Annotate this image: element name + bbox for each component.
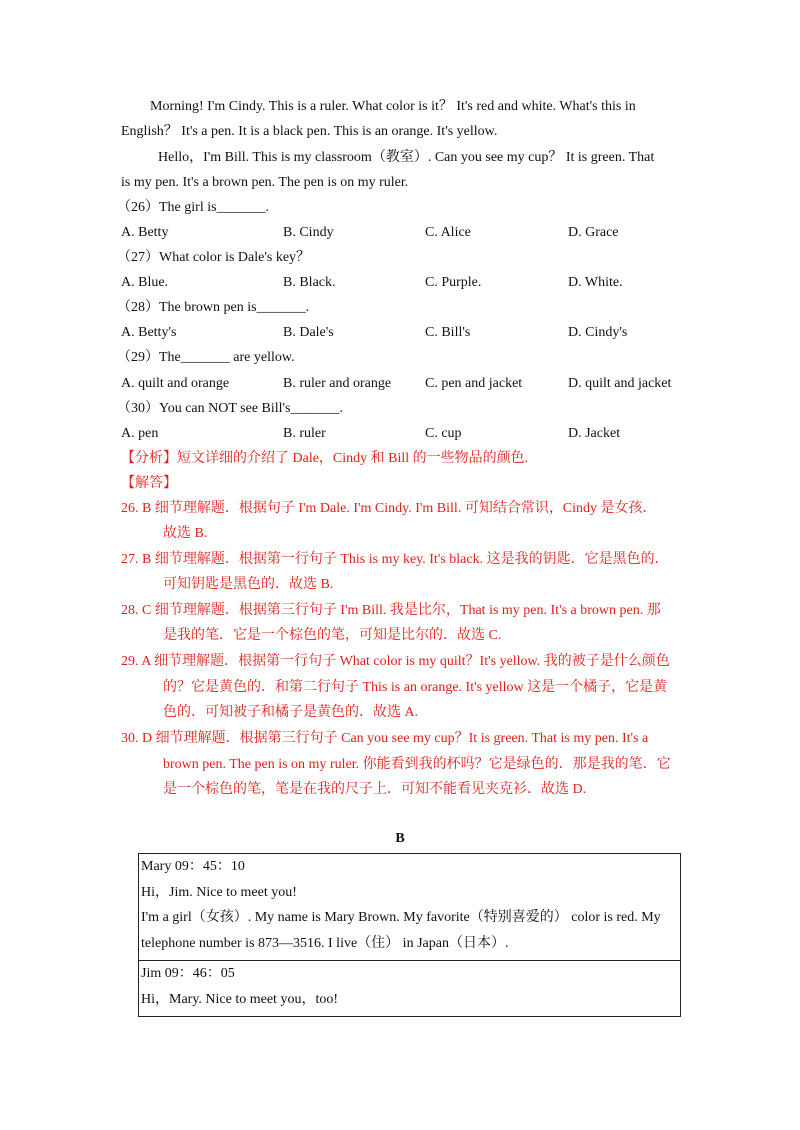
chat-message-mary-cell (139, 854, 681, 961)
question-28-option-b: B. Dale's (283, 325, 334, 340)
answer-29-line3: 色的．可知被子和橘子是黄色的．故选 A. (163, 705, 419, 720)
section-b-title: B (395, 831, 405, 846)
answer-26-line2: 故选 B. (163, 526, 208, 541)
question-29-option-d: D. quilt and jacket (568, 376, 672, 391)
passage-p1-line2: English？ It's a pen. It is a black pen. This is an orange. It's yellow. (121, 124, 498, 139)
question-27-option-a: A. Blue. (121, 275, 169, 290)
question-30-option-b: B. ruler (283, 426, 326, 441)
answer-29-line2: 的？它是黄色的．和第二行句子 This is an orange. It's yellow 这是一个橘子，它是黄 (163, 680, 668, 695)
answer-30-line3: 是一个棕色的笔，笔是在我的尺子上．可知不能看见夹克衫．故选 D. (163, 782, 587, 797)
question-28-option-d: D. Cindy's (568, 325, 628, 340)
chat-log-table (138, 853, 681, 1017)
question-27-option-c: C. Purple. (425, 275, 482, 290)
question-26-stem: （26）The girl is_______. (117, 200, 270, 215)
chat-mary-line2: I'm a girl（女孩）. My name is Mary Brown. My favorite（特别喜爱的） color is red. My (141, 910, 661, 925)
question-27-option-d: D. White. (568, 275, 623, 290)
question-30-option-c: C. cup (425, 426, 462, 441)
question-30-option-a: A. pen (121, 426, 159, 441)
answer-heading: 【解答】 (121, 476, 177, 491)
question-30-option-d: D. Jacket (568, 426, 621, 441)
question-30-stem: （30）You can NOT see Bill's_______. (117, 401, 344, 416)
passage-p1-line1: Morning! I'm Cindy. This is a ruler. What color is it？ It's red and white. What's this in (150, 99, 636, 114)
answer-27-line2: 可知钥匙是黑色的．故选 B. (163, 577, 334, 592)
answer-30-line2: brown pen. The pen is on my ruler. 你能看到我的杯吗？它是绿色的．那是我的笔．它 (163, 757, 671, 772)
question-29-stem: （29）The_______ are yellow. (117, 350, 295, 365)
answer-27-line1: 27. B 细节理解题．根据第一行句子 This is my key. It's black. 这是我的钥匙．它是黑色的． (121, 552, 669, 567)
question-26-option-b: B. Cindy (283, 225, 334, 240)
answer-28-line1: 28. C 细节理解题．根据第三行句子 I'm Bill. 我是比尔，That is my pen. It's a brown pen. 那 (121, 603, 661, 618)
answer-26-line1: 26. B 细节理解题．根据句子 I'm Dale. I'm Cindy. I'm Bill. 可知结合常识，Cindy 是女孩． (121, 501, 657, 516)
question-27-stem: （27）What color is Dale's key？ (117, 250, 311, 265)
analysis-heading: 【分析】短文详细的介绍了 Dale，Cindy 和 Bill 的一些物品的颜色. (121, 451, 529, 466)
answer-29-line1: 29. A 细节理解题．根据第一行句子 What color is my quilt？It's yellow. 我的被子是什么颜色 (121, 654, 670, 669)
question-26-option-d: D. Grace (568, 225, 619, 240)
question-29-option-a: A. quilt and orange (121, 376, 230, 391)
question-28-stem: （28）The brown pen is_______. (117, 300, 310, 315)
chat-message-jim (139, 961, 681, 1017)
question-28-option-c: C. Bill's (425, 325, 471, 340)
question-26-option-c: C. Alice (425, 225, 471, 240)
passage-p2-line2: is my pen. It's a brown pen. The pen is on my ruler. (121, 175, 409, 190)
passage-p2-line1: Hello，I'm Bill. This is my classroom（教室）. Can you see my cup？ It is green. That (158, 150, 655, 165)
question-26-option-a: A. Betty (121, 225, 169, 240)
chat-message-jim-cell (139, 961, 681, 1017)
chat-mary-line1: Hi，Jim. Nice to meet you! (141, 884, 297, 900)
chat-jim-header: Jim 09：46：05 (141, 966, 235, 981)
answer-30-line1: 30. D 细节理解题．根据第三行句子 Can you see my cup？It is green. That is my pen. It's a (121, 731, 649, 746)
question-27-option-b: B. Black. (283, 275, 336, 290)
chat-jim-line1: Hi，Mary. Nice to meet you，too! (141, 991, 338, 1007)
question-29-option-c: C. pen and jacket (425, 376, 523, 391)
chat-mary-header: Mary 09：45：10 (141, 859, 245, 874)
chat-mary-line3: telephone number is 873—3516. I live（住） in Japan（日本）. (141, 935, 509, 951)
chat-message-mary (139, 854, 681, 961)
question-28-option-a: A. Betty's (121, 325, 177, 340)
answer-28-line2: 是我的笔．它是一个棕色的笔，可知是比尔的．故选 C. (163, 628, 502, 643)
question-29-option-b: B. ruler and orange (283, 376, 392, 391)
